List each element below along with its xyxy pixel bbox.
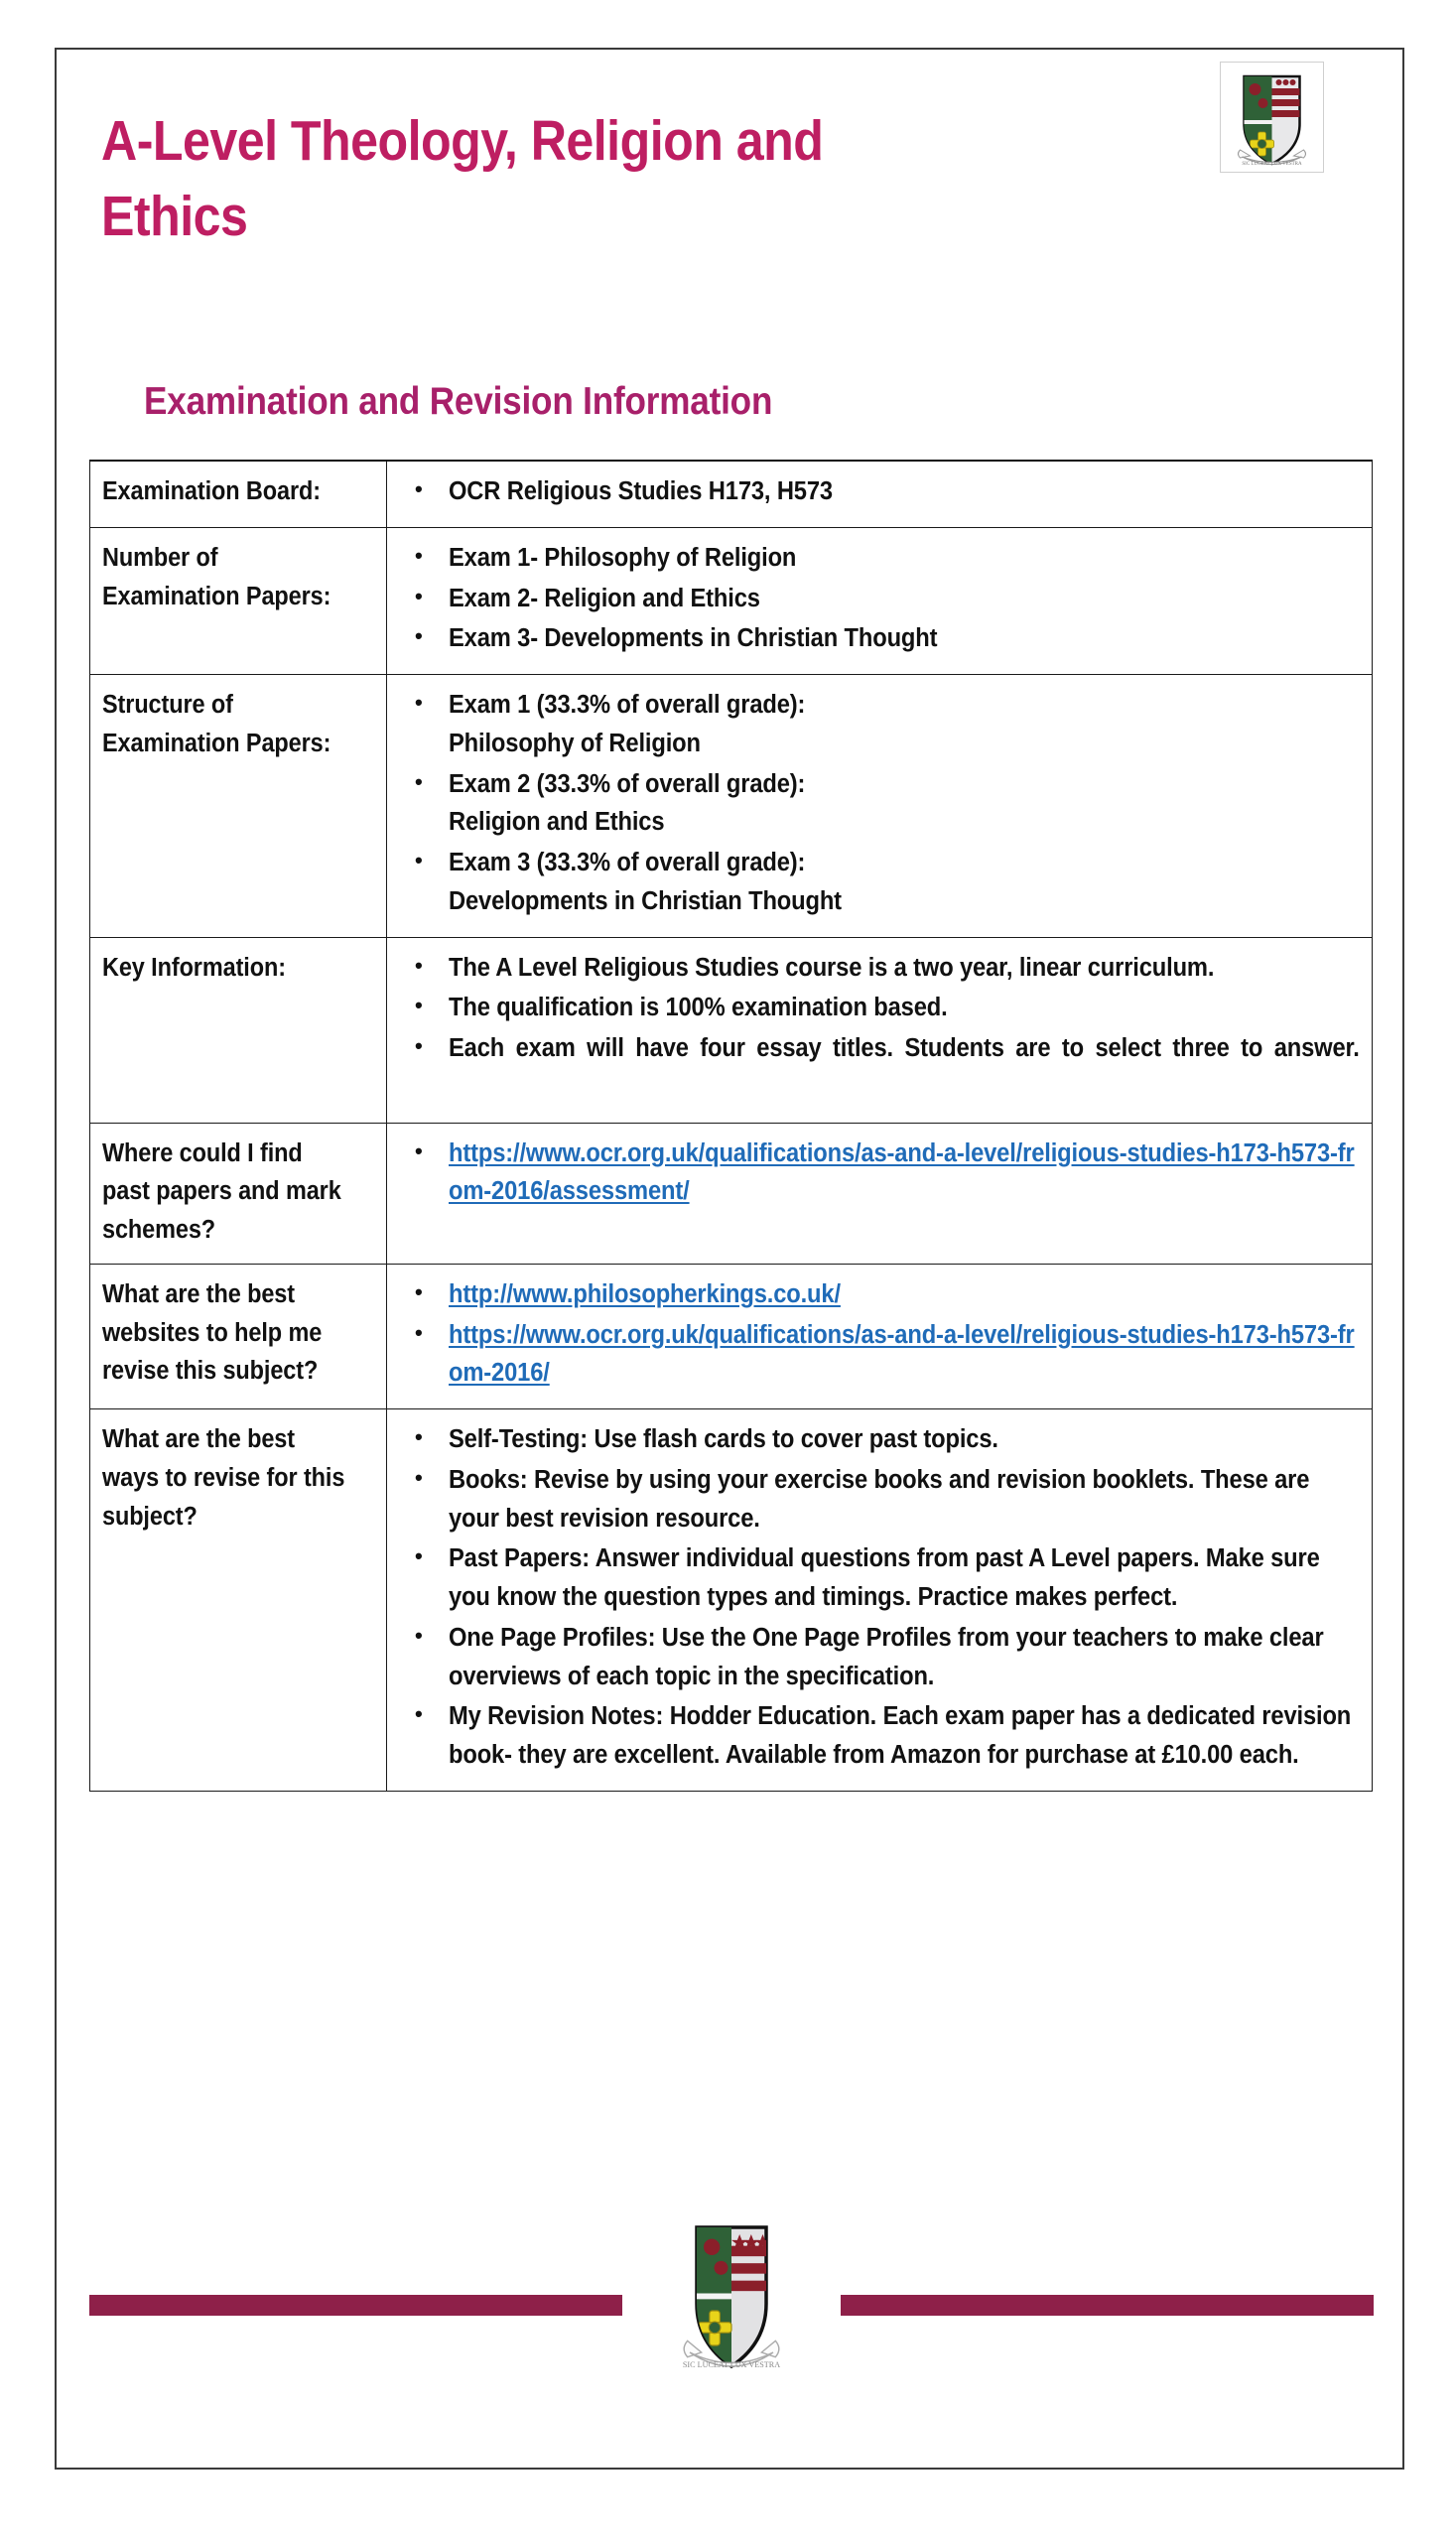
list-item [387, 1135, 1360, 1212]
table-row [90, 527, 1373, 674]
page-subtitle: Examination and Revision Information [144, 380, 773, 423]
list-item [387, 539, 1360, 578]
row-content-cell [387, 1264, 1373, 1408]
list-item [387, 1275, 1360, 1314]
row-label: Examination Board: [102, 477, 321, 505]
table-row [90, 1123, 1373, 1264]
philosopherkings-link[interactable]: • http://www.philosopherkings.co.uk/ [449, 1279, 841, 1308]
document-header [57, 50, 1402, 447]
table-row [90, 937, 1373, 1123]
list-item-text: • OCR Religious Studies H173, H573 [449, 477, 833, 505]
bullet-list [387, 539, 1360, 658]
list-item [387, 686, 1360, 763]
row-label-cell [90, 527, 387, 674]
row-label: What are the best ways to revise for this subject? [102, 1425, 345, 1531]
past-papers-link[interactable]: • https://www.ocr.org.uk/qualifications/as-and-a-level/religious-studies-h173-h573-from-2016/assessment/ [449, 1138, 1355, 1206]
footer-rule-right [841, 2295, 1374, 2316]
ocr-specification-link[interactable]: • https://www.ocr.org.uk/qualifications/as-and-a-level/religious-studies-h173-h573-from-2016/ [449, 1320, 1355, 1388]
list-item [387, 1420, 1360, 1459]
list-item [387, 765, 1360, 843]
list-item-text: • One Page Profiles: Use the One Page Profiles from your teachers to make clear overviews of each topic in the specification. [449, 1623, 1324, 1690]
list-item-text: • Exam 3 (33.3% of overall grade): [449, 849, 806, 876]
list-item [387, 1697, 1360, 1775]
exam-info-table [89, 460, 1373, 1792]
bullet-list [387, 949, 1360, 1107]
footer-rule-left [89, 2295, 622, 2316]
row-label-cell [90, 1123, 387, 1264]
list-item-text: • The A Level Religious Studies course is a two year, linear curriculum. [449, 953, 1215, 982]
list-item-text: • Each exam will have four essay titles. Students are to select three to answer. [449, 1034, 1360, 1062]
list-item-text: • Exam 1 (33.3% of overall grade): [449, 691, 806, 719]
list-item-subtext: Religion and Ethics [449, 808, 665, 837]
row-content-cell [387, 461, 1373, 527]
row-content-cell [387, 937, 1373, 1123]
document-page [55, 48, 1404, 2470]
table-row [90, 461, 1373, 527]
list-item [387, 949, 1360, 988]
list-item-text: • Exam 1- Philosophy of Religion [449, 543, 797, 572]
table-row [90, 1264, 1373, 1408]
row-label: Structure of Examination Papers: [102, 691, 331, 757]
table-body [90, 461, 1373, 1791]
row-label: Key Information: [102, 953, 286, 982]
list-item-subtext: Developments in Christian Thought [449, 886, 842, 915]
list-item-text: • Exam 3- Developments in Christian Thought [449, 624, 938, 653]
crest-motto: SIC LUCEAT LUX VESTRA [1242, 162, 1302, 167]
school-crest-icon [1220, 62, 1324, 173]
list-item [387, 472, 1360, 511]
bullet-list [387, 472, 1360, 511]
page-title: A-Level Theology, Religion and Ethics [101, 109, 824, 248]
row-label-cell [90, 461, 387, 527]
list-item-subtext: Philosophy of Religion [449, 729, 701, 757]
bullet-list [387, 686, 1360, 921]
school-crest-footer-icon [659, 2213, 804, 2387]
row-label: What are the best websites to help me revise this subject? [102, 1279, 323, 1386]
row-label: Where could I find past papers and mark schemes? [102, 1138, 341, 1244]
bullet-list [387, 1275, 1360, 1393]
row-label-cell [90, 675, 387, 938]
list-item [387, 1316, 1360, 1394]
list-item [387, 1539, 1360, 1617]
list-item [387, 580, 1360, 618]
list-item [387, 619, 1360, 658]
row-content-cell [387, 675, 1373, 938]
list-item-text: • Past Papers: Answer individual questions from past A Level papers. Make sure you know the question types and timings. Practice makes perfect. [449, 1544, 1320, 1611]
row-content-cell [387, 527, 1373, 674]
row-label-cell [90, 937, 387, 1123]
bullet-list [387, 1420, 1360, 1775]
table-row [90, 675, 1373, 938]
list-item-text: • Self-Testing: Use flash cards to cover past topics. [449, 1425, 998, 1453]
list-item [387, 1619, 1360, 1696]
list-item [387, 1029, 1360, 1107]
crest-motto-footer: SIC LUCEAT LUX VESTRA [682, 2360, 781, 2370]
list-item-text: • My Revision Notes: Hodder Education. Each exam paper has a dedicated revision book- they are excellent. Available from Amazon for purchase at £10.00 each. [449, 1702, 1352, 1769]
list-item [387, 989, 1360, 1027]
bullet-list [387, 1135, 1360, 1212]
list-item-text: • Exam 2- Religion and Ethics [449, 584, 760, 612]
list-item [387, 844, 1360, 921]
row-content-cell [387, 1409, 1373, 1792]
list-item-text: • Exam 2 (33.3% of overall grade): [449, 769, 806, 798]
list-item [387, 1461, 1360, 1538]
list-item-text: • The qualification is 100% examination based. [449, 994, 948, 1022]
row-label-cell [90, 1409, 387, 1792]
row-label-cell [90, 1264, 387, 1408]
row-content-cell [387, 1123, 1373, 1264]
list-item-text: • Books: Revise by using your exercise books and revision booklets. These are your best revision resource. [449, 1465, 1310, 1533]
table-row [90, 1409, 1373, 1792]
row-label: Number of Examination Papers: [102, 543, 331, 610]
